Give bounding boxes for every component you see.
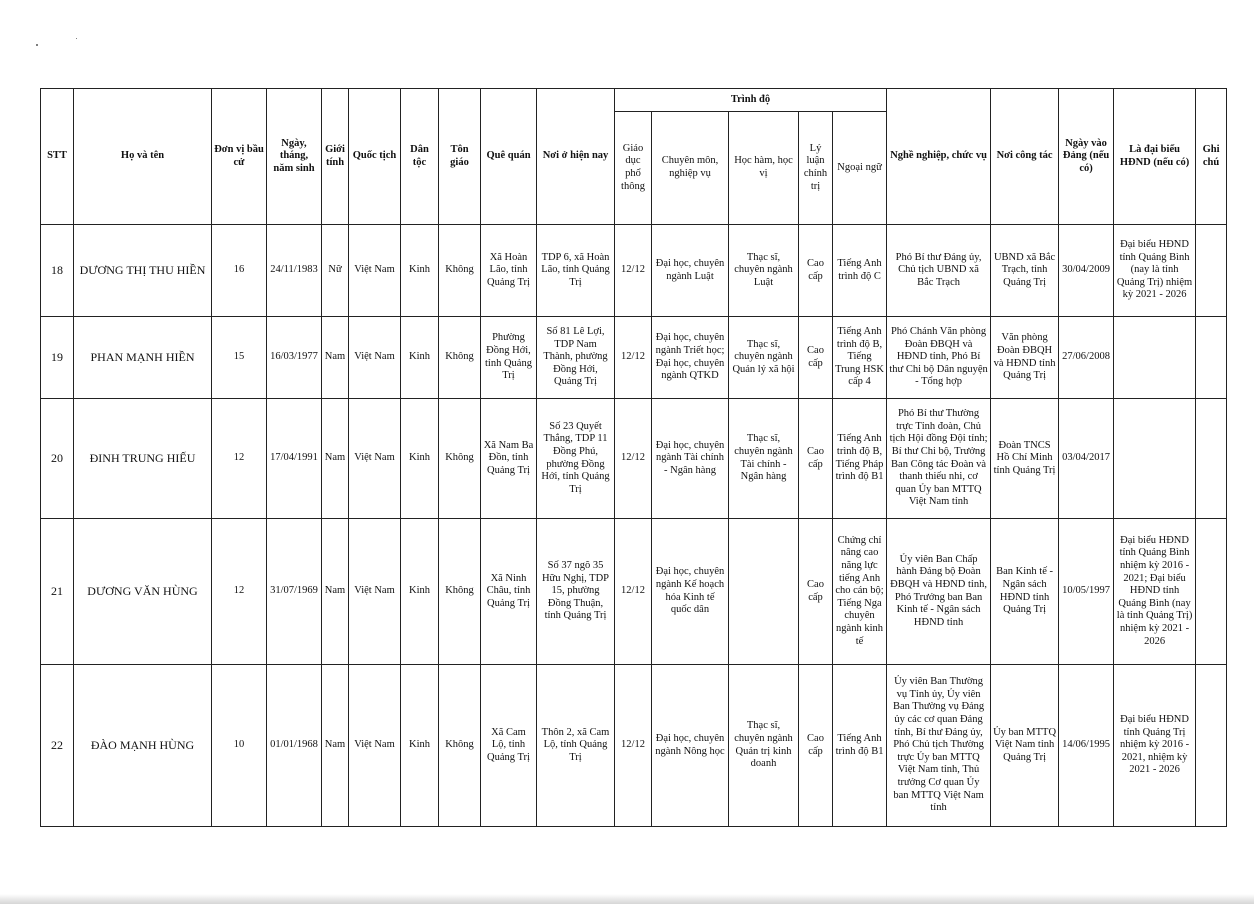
nationality-cell: Việt Nam	[349, 225, 401, 317]
stt-cell: 21	[41, 519, 74, 665]
col-education-group-header: Trình độ	[615, 89, 887, 112]
name-cell: ĐINH TRUNG HIẾU	[74, 399, 212, 519]
hometown-cell: Phường Đồng Hới, tỉnh Quảng Trị	[481, 317, 537, 399]
delegate-cell	[1114, 317, 1196, 399]
col-party-date-header: Ngày vào Đảng (nếu có)	[1059, 89, 1114, 225]
language-cell: Tiếng Anh trình độ C	[833, 225, 887, 317]
note-cell	[1196, 225, 1227, 317]
religion-cell: Không	[439, 399, 481, 519]
stt-cell: 18	[41, 225, 74, 317]
hometown-cell: Xã Cam Lộ, tỉnh Quảng Trị	[481, 665, 537, 827]
col-nationality-header: Quốc tịch	[349, 89, 401, 225]
residence-cell: Số 23 Quyết Thắng, TDP 11 Đồng Phú, phường Đồng Hới, tỉnh Quảng Trị	[537, 399, 615, 519]
general-education-cell: 12/12	[615, 317, 652, 399]
dob-cell: 17/04/1991	[267, 399, 322, 519]
general-education-cell: 12/12	[615, 399, 652, 519]
delegate-cell: Đại biểu HĐND tỉnh Quảng Bình (nay là tỉnh Quảng Trị) nhiệm kỳ 2021 - 2026	[1114, 225, 1196, 317]
party-date-cell: 10/05/1997	[1059, 519, 1114, 665]
specialty-cell: Đại học, chuyên ngành Nông học	[652, 665, 729, 827]
note-cell	[1196, 399, 1227, 519]
unit-cell: 12	[212, 519, 267, 665]
col-residence-header: Nơi ở hiện nay	[537, 89, 615, 225]
table-row	[41, 317, 1227, 399]
candidate-table	[40, 88, 1227, 827]
party-date-cell: 27/06/2008	[1059, 317, 1114, 399]
ethnicity-cell: Kinh	[401, 225, 439, 317]
table-row	[41, 519, 1227, 665]
dob-cell: 24/11/1983	[267, 225, 322, 317]
degree-cell: Thạc sĩ, chuyên ngành Tài chính - Ngân hàng	[729, 399, 799, 519]
general-education-cell: 12/12	[615, 225, 652, 317]
name-cell: PHAN MẠNH HIỀN	[74, 317, 212, 399]
scan-bottom-edge	[0, 894, 1254, 904]
political-theory-cell: Cao cấp	[799, 519, 833, 665]
workplace-cell: Ban Kinh tế - Ngân sách HĐND tỉnh Quảng Trị	[991, 519, 1059, 665]
residence-cell: Số 37 ngõ 35 Hữu Nghị, TDP 15, phường Đồng Thuận, tỉnh Quảng Trị	[537, 519, 615, 665]
col-ethnicity-header: Dân tộc	[401, 89, 439, 225]
occupation-cell: Phó Chánh Văn phòng Đoàn ĐBQH và HĐND tỉnh, Phó Bí thư Chi bộ Dân nguyện - Tổng hợp	[887, 317, 991, 399]
language-cell: Tiếng Anh trình độ B, Tiếng Trung HSK cấp 4	[833, 317, 887, 399]
residence-cell: Số 81 Lê Lợi, TDP Nam Thành, phường Đồng Hới, Quảng Trị	[537, 317, 615, 399]
note-cell	[1196, 317, 1227, 399]
nationality-cell: Việt Nam	[349, 317, 401, 399]
gender-cell: Nam	[322, 665, 349, 827]
language-cell: Tiếng Anh trình độ B1	[833, 665, 887, 827]
general-education-cell: 12/12	[615, 519, 652, 665]
table-row	[41, 399, 1227, 519]
occupation-cell: Phó Bí thư Đảng ủy, Chủ tịch UBND xã Bắc Trạch	[887, 225, 991, 317]
col-workplace-header: Nơi công tác	[991, 89, 1059, 225]
occupation-cell: Phó Bí thư Thường trực Tỉnh đoàn, Chủ tịch Hội đồng Đội tỉnh; Bí thư Chi bộ, Trưởng Ban Công tác Đoàn và thanh thiếu nhi, cơ quan Ủy ban MTTQ Việt Nam tỉnh	[887, 399, 991, 519]
political-theory-cell: Cao cấp	[799, 665, 833, 827]
table-row	[41, 225, 1227, 317]
workplace-cell: UBND xã Bắc Trạch, tỉnh Quảng Trị	[991, 225, 1059, 317]
col-stt-header: STT	[41, 89, 74, 225]
degree-cell	[729, 519, 799, 665]
col-religion-header: Tôn giáo	[439, 89, 481, 225]
col-occupation-header: Nghề nghiệp, chức vụ	[887, 89, 991, 225]
nationality-cell: Việt Nam	[349, 665, 401, 827]
gender-cell: Nam	[322, 519, 349, 665]
general-education-cell: 12/12	[615, 665, 652, 827]
col-dob-header: Ngày, tháng, năm sinh	[267, 89, 322, 225]
name-cell: DƯƠNG THỊ THU HIỀN	[74, 225, 212, 317]
col-language-header: Ngoại ngữ	[833, 112, 887, 225]
col-note-header: Ghi chú	[1196, 89, 1227, 225]
gender-cell: Nữ	[322, 225, 349, 317]
political-theory-cell: Cao cấp	[799, 317, 833, 399]
stt-cell: 20	[41, 399, 74, 519]
delegate-cell: Đại biểu HĐND tỉnh Quảng Trị nhiệm kỳ 2016 - 2021, nhiệm kỳ 2021 - 2026	[1114, 665, 1196, 827]
specialty-cell: Đại học, chuyên ngành Triết học; Đại học, chuyên ngành QTKD	[652, 317, 729, 399]
language-cell: Chứng chỉ nâng cao năng lực tiếng Anh cho cán bộ; Tiếng Nga chuyên ngành kinh tế	[833, 519, 887, 665]
religion-cell: Không	[439, 317, 481, 399]
col-general-education-header: Giáo dục phổ thông	[615, 112, 652, 225]
gender-cell: Nam	[322, 399, 349, 519]
ethnicity-cell: Kinh	[401, 317, 439, 399]
col-degree-header: Học hàm, học vị	[729, 112, 799, 225]
unit-cell: 15	[212, 317, 267, 399]
name-cell: ĐÀO MẠNH HÙNG	[74, 665, 212, 827]
degree-cell: Thạc sĩ, chuyên ngành Quản lý xã hội	[729, 317, 799, 399]
hometown-cell: Xã Hoàn Lão, tỉnh Quảng Trị	[481, 225, 537, 317]
table-row	[41, 665, 1227, 827]
stt-cell: 19	[41, 317, 74, 399]
occupation-cell: Ủy viên Ban Thường vụ Tỉnh ủy, Ủy viên Ban Thường vụ Đảng ủy các cơ quan Đảng tỉnh, Bí thư Đảng ủy, Phó Chủ tịch Thường trực Ủy ban MTTQ Việt Nam tỉnh, Thủ trưởng Cơ quan Ủy ban MTTQ Việt Nam tỉnh	[887, 665, 991, 827]
dob-cell: 31/07/1969	[267, 519, 322, 665]
header-row-top	[41, 89, 1227, 112]
unit-cell: 10	[212, 665, 267, 827]
col-name-header: Họ và tên	[74, 89, 212, 225]
scan-speck	[76, 38, 77, 39]
dob-cell: 16/03/1977	[267, 317, 322, 399]
nationality-cell: Việt Nam	[349, 399, 401, 519]
specialty-cell: Đại học, chuyên ngành Kế hoạch hóa Kinh tế quốc dân	[652, 519, 729, 665]
note-cell	[1196, 665, 1227, 827]
ethnicity-cell: Kinh	[401, 519, 439, 665]
name-cell: DƯƠNG VĂN HÙNG	[74, 519, 212, 665]
unit-cell: 16	[212, 225, 267, 317]
nationality-cell: Việt Nam	[349, 519, 401, 665]
col-gender-header: Giới tính	[322, 89, 349, 225]
specialty-cell: Đại học, chuyên ngành Tài chính - Ngân hàng	[652, 399, 729, 519]
col-delegate-header: Là đại biểu HĐND (nếu có)	[1114, 89, 1196, 225]
religion-cell: Không	[439, 225, 481, 317]
religion-cell: Không	[439, 519, 481, 665]
religion-cell: Không	[439, 665, 481, 827]
scan-speck	[36, 44, 38, 46]
col-specialty-header: Chuyên môn, nghiệp vụ	[652, 112, 729, 225]
unit-cell: 12	[212, 399, 267, 519]
dob-cell: 01/01/1968	[267, 665, 322, 827]
language-cell: Tiếng Anh trình độ B, Tiếng Pháp trình độ B1	[833, 399, 887, 519]
party-date-cell: 30/04/2009	[1059, 225, 1114, 317]
ethnicity-cell: Kinh	[401, 665, 439, 827]
col-political-theory-header: Lý luận chính trị	[799, 112, 833, 225]
occupation-cell: Ủy viên Ban Chấp hành Đảng bộ Đoàn ĐBQH và HĐND tỉnh, Phó Trưởng ban Ban Kinh tế - Ngân sách HĐND tỉnh	[887, 519, 991, 665]
workplace-cell: Văn phòng Đoàn ĐBQH và HĐND tỉnh Quảng Trị	[991, 317, 1059, 399]
specialty-cell: Đại học, chuyên ngành Luật	[652, 225, 729, 317]
workplace-cell: Ủy ban MTTQ Việt Nam tỉnh Quảng Trị	[991, 665, 1059, 827]
note-cell	[1196, 519, 1227, 665]
gender-cell: Nam	[322, 317, 349, 399]
workplace-cell: Đoàn TNCS Hồ Chí Minh tỉnh Quảng Trị	[991, 399, 1059, 519]
degree-cell: Thạc sĩ, chuyên ngành Luật	[729, 225, 799, 317]
degree-cell: Thạc sĩ, chuyên ngành Quản trị kinh doanh	[729, 665, 799, 827]
delegate-cell: Đại biểu HĐND tỉnh Quảng Bình nhiệm kỳ 2016 - 2021; Đại biểu HĐND tỉnh Quảng Bình (nay là tỉnh Quảng Trị) nhiệm kỳ 2021 - 2026	[1114, 519, 1196, 665]
col-unit-header: Đơn vị bầu cử	[212, 89, 267, 225]
delegate-cell	[1114, 399, 1196, 519]
political-theory-cell: Cao cấp	[799, 225, 833, 317]
party-date-cell: 14/06/1995	[1059, 665, 1114, 827]
ethnicity-cell: Kinh	[401, 399, 439, 519]
party-date-cell: 03/04/2017	[1059, 399, 1114, 519]
hometown-cell: Xã Ninh Châu, tỉnh Quảng Trị	[481, 519, 537, 665]
political-theory-cell: Cao cấp	[799, 399, 833, 519]
hometown-cell: Xã Nam Ba Đồn, tỉnh Quảng Trị	[481, 399, 537, 519]
col-hometown-header: Quê quán	[481, 89, 537, 225]
residence-cell: TDP 6, xã Hoàn Lão, tỉnh Quảng Trị	[537, 225, 615, 317]
stt-cell: 22	[41, 665, 74, 827]
residence-cell: Thôn 2, xã Cam Lộ, tỉnh Quảng Trị	[537, 665, 615, 827]
